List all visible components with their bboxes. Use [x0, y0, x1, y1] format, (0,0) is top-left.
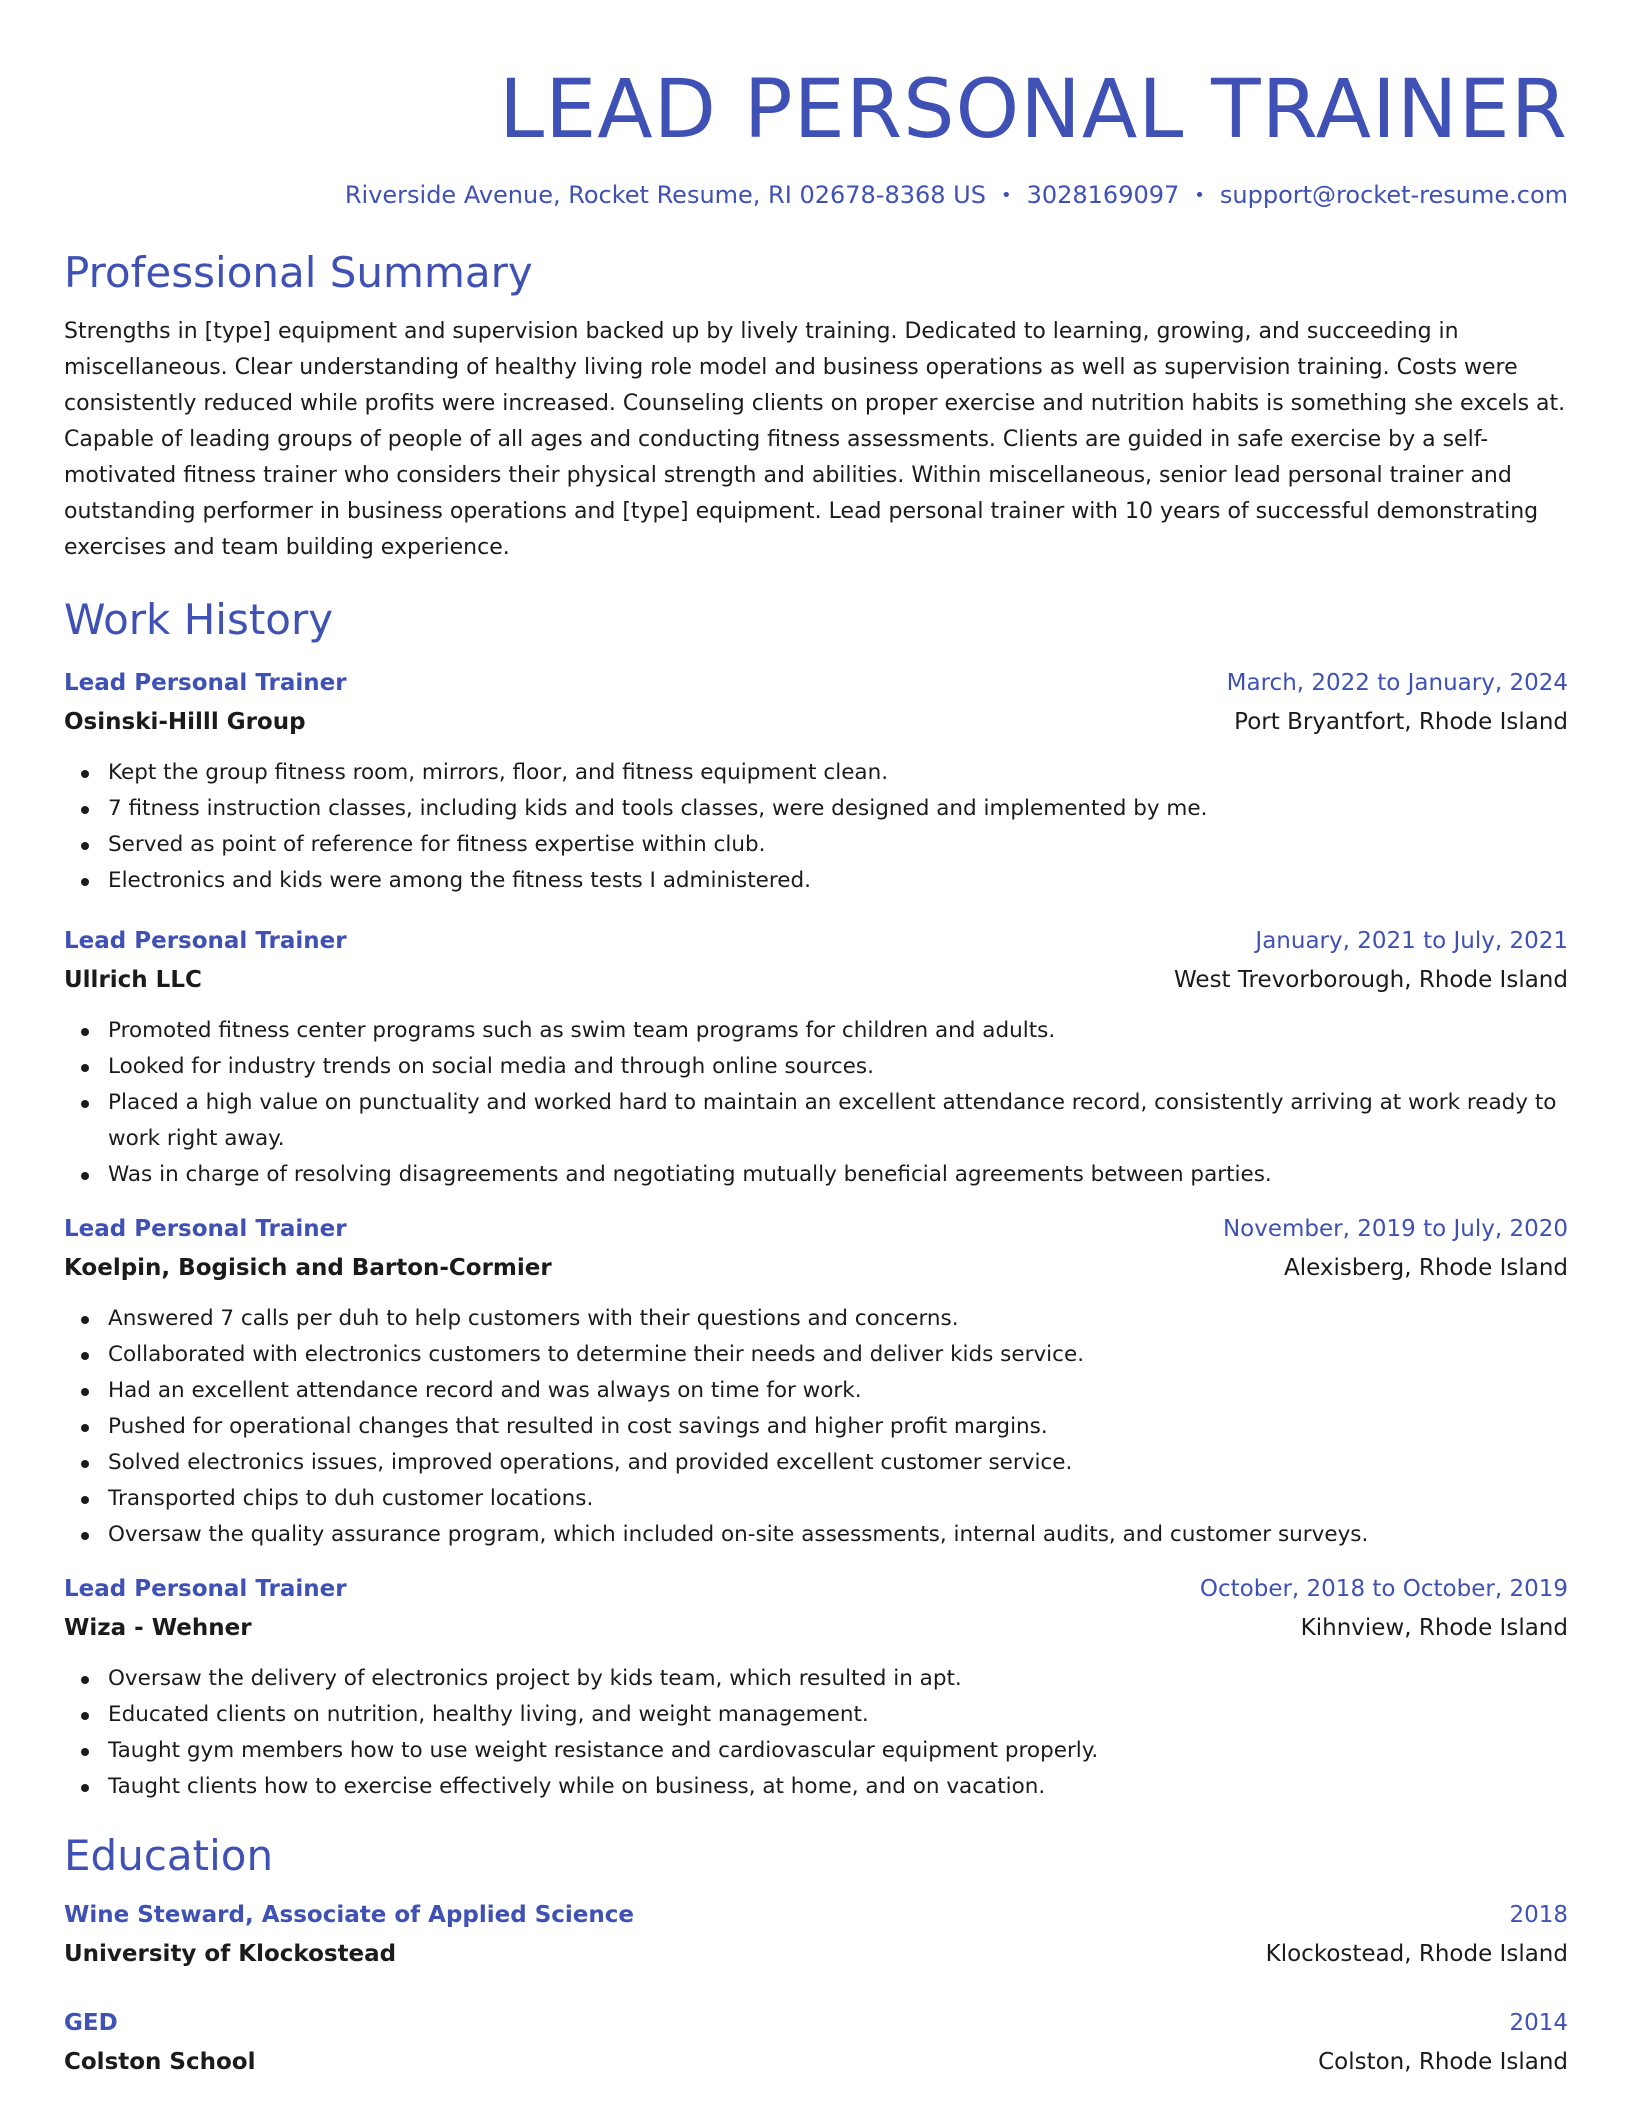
job-entry — [64, 1210, 1568, 1553]
job-dates: January, 2021 to July, 2021 — [1255, 928, 1568, 954]
job-bullet: Oversaw the quality assurance program, which included on-site assessments, internal audits, and customer surveys. — [108, 1517, 1568, 1553]
education-year: 2014 — [1509, 2010, 1568, 2036]
education-entry — [64, 2004, 1568, 2082]
education-year: 2018 — [1509, 1902, 1568, 1928]
job-location: Kihnview, Rhode Island — [1300, 1615, 1568, 1641]
job-location: Alexisberg, Rhode Island — [1284, 1255, 1568, 1281]
job-location: West Trevorborough, Rhode Island — [1174, 967, 1568, 993]
job-company: Wiza - Wehner — [64, 1615, 252, 1641]
job-bullet: Oversaw the delivery of electronics project by kids team, which resulted in apt. — [108, 1661, 1568, 1697]
education-degree: Wine Steward, Associate of Applied Science — [64, 1902, 635, 1928]
contact-email[interactable]: support@rocket-resume.com — [1219, 181, 1568, 209]
job-bullet: Was in charge of resolving disagreements and negotiating mutually beneficial agreements between parties. — [108, 1157, 1568, 1193]
job-bullet: Transported chips to duh customer locations. — [108, 1481, 1568, 1517]
job-entry — [64, 664, 1568, 899]
education-location: Colston, Rhode Island — [1318, 2049, 1568, 2075]
summary-text: Strengths in [type] equipment and supervision backed up by lively training. Dedicated to learning, growing, and succeeding in miscellaneous. Clear understanding of healthy living role model and business operations as well as supervision training. Costs were consistently reduced while profits were increased. Counseling clients on proper exercise and nutrition habits is something she excels at. Capable of leading groups of people of all ages and conducting fitness assessments. Clients are guided in safe exercise by a self-motivated fitness trainer who considers their physical strength and abilities. Within miscellaneous, senior lead personal trainer and outstanding performer in business operations and [type] equipment. Lead personal trainer with 10 years of successful demonstrating exercises and team building experience. — [64, 319, 1566, 560]
education-entry — [64, 1896, 1568, 1974]
professional-summary-section — [64, 247, 1568, 566]
education-section — [64, 1830, 1568, 2082]
job-bullet: Solved electronics issues, improved operations, and provided excellent customer service. — [108, 1445, 1568, 1481]
section-title-work-history: Work History — [64, 595, 334, 644]
job-bullet: Taught gym members how to use weight resistance and cardiovascular equipment properly. — [108, 1733, 1568, 1769]
job-dates: November, 2019 to July, 2020 — [1222, 1216, 1568, 1242]
job-role: Lead Personal Trainer — [64, 1216, 347, 1242]
candidate-title: LEAD PERSONAL TRAINER — [498, 63, 1568, 157]
job-company: Osinski-Hilll Group — [64, 709, 306, 735]
education-school: Colston School — [64, 2049, 256, 2075]
job-bullet: 7 fitness instruction classes, including kids and tools classes, were designed and implemented by me. — [108, 791, 1568, 827]
job-bullet: Educated clients on nutrition, healthy living, and weight management. — [108, 1697, 1568, 1733]
job-entry — [64, 922, 1568, 1193]
job-bullet: Served as point of reference for fitness expertise within club. — [108, 827, 1568, 863]
contact-separator: • — [1194, 185, 1205, 206]
job-dates: March, 2022 to January, 2024 — [1226, 670, 1568, 696]
job-company: Koelpin, Bogisich and Barton-Cormier — [64, 1255, 552, 1281]
job-bullets — [64, 755, 1568, 899]
job-bullet: Answered 7 calls per duh to help customers with their questions and concerns. — [108, 1301, 1568, 1337]
job-bullet: Collaborated with electronics customers to determine their needs and deliver kids service. — [108, 1337, 1568, 1373]
contact-phone[interactable]: 3028169097 — [1026, 181, 1180, 209]
job-bullet: Taught clients how to exercise effectively while on business, at home, and on vacation. — [108, 1769, 1568, 1805]
job-bullet: Looked for industry trends on social media and through online sources. — [108, 1049, 1568, 1085]
job-role: Lead Personal Trainer — [64, 1576, 347, 1602]
job-bullet: Electronics and kids were among the fitness tests I administered. — [108, 863, 1568, 899]
job-bullets — [64, 1661, 1568, 1805]
resume-header — [64, 60, 1568, 212]
contact-address: Riverside Avenue, Rocket Resume, RI 02678-8368 US — [344, 181, 986, 209]
contact-separator: • — [1000, 185, 1012, 206]
job-bullet: Promoted fitness center programs such as swim team programs for children and adults. — [108, 1013, 1568, 1049]
job-bullet: Placed a high value on punctuality and worked hard to maintain an excellent attendance record, consistently arriving at work ready to work right away. — [108, 1085, 1568, 1157]
job-role: Lead Personal Trainer — [64, 928, 347, 954]
education-location: Klockostead, Rhode Island — [1265, 1941, 1568, 1967]
job-role: Lead Personal Trainer — [64, 670, 347, 696]
job-bullet: Kept the group fitness room, mirrors, floor, and fitness equipment clean. — [108, 755, 1568, 791]
section-title-education: Education — [64, 1831, 274, 1880]
job-bullets — [64, 1013, 1568, 1193]
job-entry — [64, 1570, 1568, 1805]
education-school: University of Klockostead — [64, 1941, 397, 1967]
section-title-summary: Professional Summary — [64, 248, 533, 297]
job-company: Ullrich LLC — [64, 967, 202, 993]
education-degree: GED — [64, 2010, 118, 2036]
job-bullet: Had an excellent attendance record and was always on time for work. — [108, 1373, 1568, 1409]
work-history-section — [64, 594, 1568, 1805]
contact-line — [64, 179, 1568, 212]
job-location: Port Bryantfort, Rhode Island — [1234, 709, 1568, 735]
job-dates: October, 2018 to October, 2019 — [1199, 1576, 1568, 1602]
job-bullets — [64, 1301, 1568, 1553]
job-bullet: Pushed for operational changes that resulted in cost savings and higher profit margins. — [108, 1409, 1568, 1445]
